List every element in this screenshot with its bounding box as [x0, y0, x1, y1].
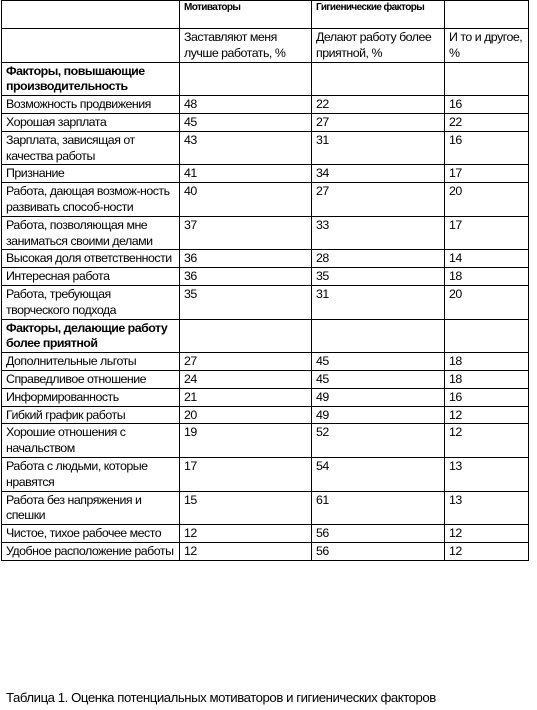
factor-label: Информированность: [2, 388, 180, 406]
value-both: 16: [445, 96, 529, 114]
table-row: [2, 525, 529, 543]
value-work-better: 41: [180, 165, 312, 183]
factor-label: Высокая доля ответственности: [2, 250, 180, 268]
value-more-pleasant: 22: [312, 96, 445, 114]
empty-cell: [180, 319, 312, 353]
table-row: [2, 424, 529, 458]
value-work-better: 35: [180, 285, 312, 319]
empty-cell: [312, 319, 445, 353]
section-title: Факторы, делающие работу более приятной: [2, 319, 180, 353]
factor-label: Работа без напряжения и спешки: [2, 491, 180, 525]
factors-table: [1, 0, 529, 561]
group-header-cell: [2, 1, 180, 29]
value-more-pleasant: 27: [312, 183, 445, 217]
value-work-better: 36: [180, 250, 312, 268]
value-more-pleasant: 49: [312, 388, 445, 406]
value-both: 18: [445, 370, 529, 388]
group-header-hygiene: Гигиенические факторы: [312, 1, 445, 29]
table-row: [2, 131, 529, 165]
value-more-pleasant: 56: [312, 525, 445, 543]
column-header-more-pleasant: Делают работу более приятной, %: [312, 29, 445, 63]
group-header-row: [2, 1, 529, 29]
value-more-pleasant: 34: [312, 165, 445, 183]
table-row: [2, 250, 529, 268]
column-header-row: [2, 29, 529, 63]
value-work-better: 17: [180, 457, 312, 491]
table-row: [2, 457, 529, 491]
table-row: [2, 491, 529, 525]
value-more-pleasant: 27: [312, 113, 445, 131]
value-both: 13: [445, 491, 529, 525]
group-header-cell: [445, 1, 529, 29]
group-header-motivators: Мотиваторы: [180, 1, 312, 29]
factor-label: Признание: [2, 165, 180, 183]
factor-label: Работа, требующая творческого подхода: [2, 285, 180, 319]
value-work-better: 48: [180, 96, 312, 114]
value-both: 20: [445, 183, 529, 217]
column-header-cell: [2, 29, 180, 63]
column-header-both: И то и другое, %: [445, 29, 529, 63]
value-more-pleasant: 35: [312, 268, 445, 286]
factor-label: Работа с людьми, которые нравятся: [2, 457, 180, 491]
value-both: 12: [445, 406, 529, 424]
factor-label: Работа, позволяющая мне заниматься своими делами: [2, 216, 180, 250]
column-header-work-better: Заставляют меня лучше работать, %: [180, 29, 312, 63]
section-header-row: [2, 319, 529, 353]
value-both: 17: [445, 216, 529, 250]
value-more-pleasant: 49: [312, 406, 445, 424]
value-both: 12: [445, 542, 529, 560]
value-work-better: 20: [180, 406, 312, 424]
value-both: 16: [445, 131, 529, 165]
value-work-better: 36: [180, 268, 312, 286]
value-work-better: 27: [180, 353, 312, 371]
empty-cell: [445, 319, 529, 353]
value-more-pleasant: 33: [312, 216, 445, 250]
value-both: 16: [445, 388, 529, 406]
value-work-better: 19: [180, 424, 312, 458]
value-more-pleasant: 45: [312, 353, 445, 371]
factor-label: Хорошая зарплата: [2, 113, 180, 131]
value-work-better: 21: [180, 388, 312, 406]
value-work-better: 45: [180, 113, 312, 131]
value-work-better: 37: [180, 216, 312, 250]
table-row: [2, 113, 529, 131]
empty-cell: [180, 62, 312, 96]
factor-label: Работа, дающая возмож-ность развивать способ-ности: [2, 183, 180, 217]
factor-label: Чистое, тихое рабочее место: [2, 525, 180, 543]
value-both: 20: [445, 285, 529, 319]
value-both: 13: [445, 457, 529, 491]
table-row: [2, 542, 529, 560]
factor-label: Хорошие отношения с начальством: [2, 424, 180, 458]
table-row: [2, 285, 529, 319]
section-header-row: [2, 62, 529, 96]
section-title: Факторы, повышающие производительность: [2, 62, 180, 96]
factor-label: Возможность продвижения: [2, 96, 180, 114]
value-more-pleasant: 45: [312, 370, 445, 388]
value-more-pleasant: 61: [312, 491, 445, 525]
factor-label: Справедливое отношение: [2, 370, 180, 388]
value-both: 12: [445, 525, 529, 543]
value-more-pleasant: 56: [312, 542, 445, 560]
value-more-pleasant: 31: [312, 131, 445, 165]
value-work-better: 12: [180, 542, 312, 560]
table-row: [2, 96, 529, 114]
table-row: [2, 353, 529, 371]
table-row: [2, 388, 529, 406]
factor-label: Зарплата, зависящая от качества работы: [2, 131, 180, 165]
value-both: 12: [445, 424, 529, 458]
value-both: 22: [445, 113, 529, 131]
table-row: [2, 183, 529, 217]
value-more-pleasant: 52: [312, 424, 445, 458]
value-work-better: 12: [180, 525, 312, 543]
factor-label: Гибкий график работы: [2, 406, 180, 424]
factor-label: Дополнительные льготы: [2, 353, 180, 371]
table-row: [2, 406, 529, 424]
empty-cell: [445, 62, 529, 96]
table-row: [2, 216, 529, 250]
table-row: [2, 268, 529, 286]
value-both: 18: [445, 268, 529, 286]
value-more-pleasant: 54: [312, 457, 445, 491]
value-more-pleasant: 31: [312, 285, 445, 319]
table-row: [2, 370, 529, 388]
value-both: 14: [445, 250, 529, 268]
table-row: [2, 165, 529, 183]
empty-cell: [312, 62, 445, 96]
table-caption: Таблица 1. Оценка потенциальных мотиваторов и гигиенических факторов: [6, 690, 436, 705]
factor-label: Удобное расположение работы: [2, 542, 180, 560]
value-work-better: 15: [180, 491, 312, 525]
value-work-better: 40: [180, 183, 312, 217]
value-more-pleasant: 28: [312, 250, 445, 268]
value-work-better: 43: [180, 131, 312, 165]
value-both: 18: [445, 353, 529, 371]
value-both: 17: [445, 165, 529, 183]
factor-label: Интересная работа: [2, 268, 180, 286]
table-body: [2, 1, 529, 561]
value-work-better: 24: [180, 370, 312, 388]
